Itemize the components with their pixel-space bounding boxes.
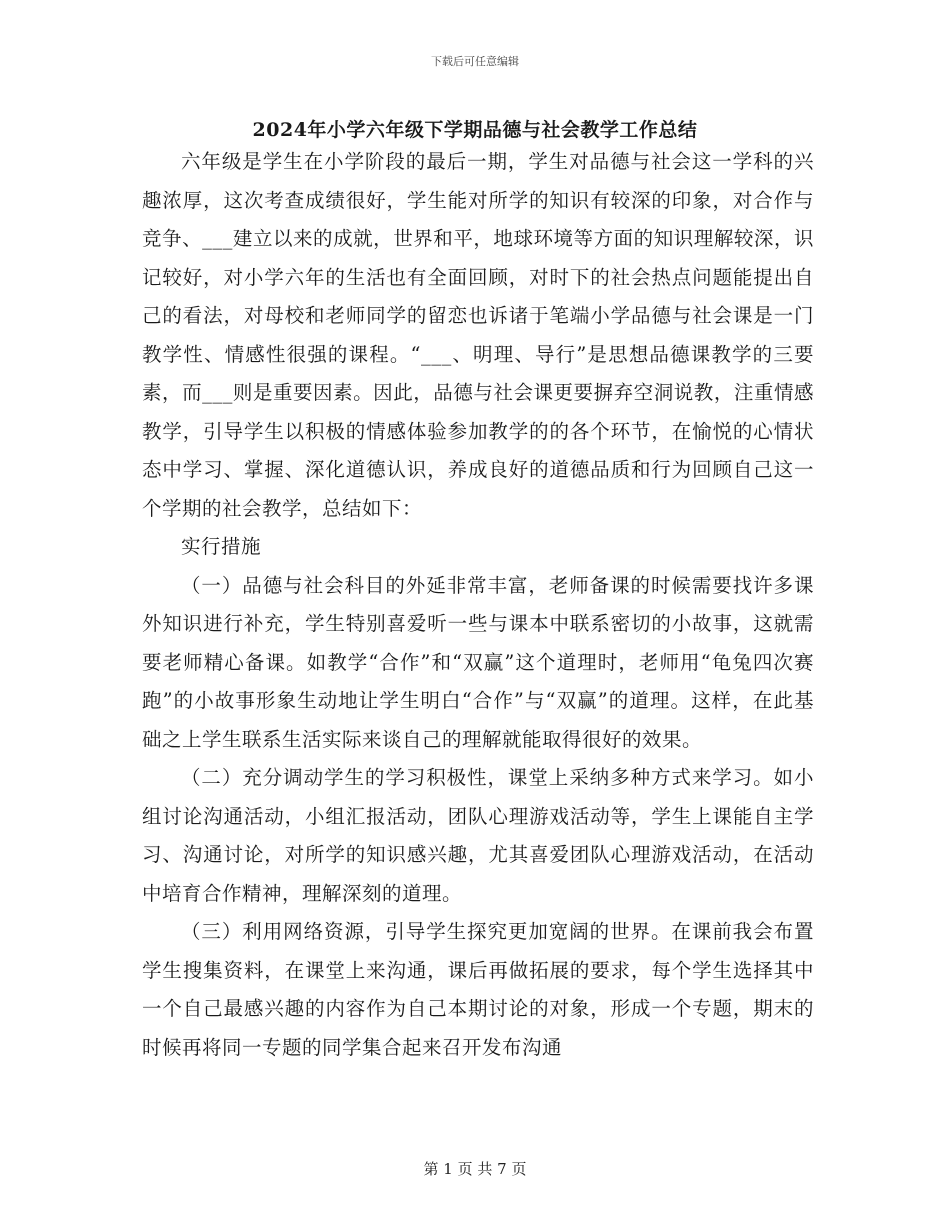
paragraph-intro: 六年级是学生在小学阶段的最后一期，学生对品德与社会这一学科的兴趣浓厚，这次考查成绩很好，学生能对所学的知识有较深的印象，对合作与竞争、___建立以来的成就，世界和平，地球环境等方面的知识理解较深，识记较好，对小学六年的生活也有全面回顾，对时下的社会热点问题能提出自己的看法，对母校和老师同学的留恋也诉诸于笔端小学品德与社会课是一门教学性、情感性很强的课程。“___、明理、导行”是思想品德课教学的三要素，而___则是重要因素。因此，品德与社会课更要摒弃空洞说教，注重情感教学，引导学生以积极的情感体验参加教学的的各个环节，在愉悦的心情状态中学习、掌握、深化道德认识，养成良好的道德品质和行为回顾自己这一个学期的社会教学，总结如下： [142,150,814,520]
header-note: 下载后可任意编辑 [431,55,519,68]
paragraph-measure-3: （三）利用网络资源，引导学生探究更加宽阔的世界。在课前我会布置学生搜集资料，在课堂上来沟通，课后再做拓展的要求，每个学生选择其中一个自己最感兴趣的内容作为自己本期讨论的对象，形成一个专题，期末的时候再将同一专题的同学集合起来召开发布沟通 [142,920,814,1059]
document-body [142,143,814,1067]
paragraph-section-heading: 实行措施 [181,535,262,558]
paragraph-measure-2: （二）充分调动学生的学习积极性，课堂上采纳多种方式来学习。如小组讨论沟通活动，小组汇报活动，团队心理游戏活动等，学生上课能自主学习、沟通讨论，对所学的知识感兴趣，尤其喜爱团队心理游戏活动，在活动中培育合作精神，理解深刻的道理。 [142,766,814,905]
page-footer: 第 1 页 共 7 页 [423,1160,527,1178]
paragraph-measure-1: （一）品德与社会科目的外延非常丰富，老师备课的时候需要找许多课外知识进行补充，学生特别喜爱听一些与课本中联系密切的小故事，这就需要老师精心备课。如教学“合作”和“双赢”这个道理时，老师用“龟兔四次赛跑”的小故事形象生动地让学生明白“合作”与“双赢”的道理。这样，在此基础之上学生联系生活实际来谈自己的理解就能取得很好的效果。 [142,573,814,751]
document-title: 2024年小学六年级下学期品德与社会教学工作总结 [252,119,698,141]
